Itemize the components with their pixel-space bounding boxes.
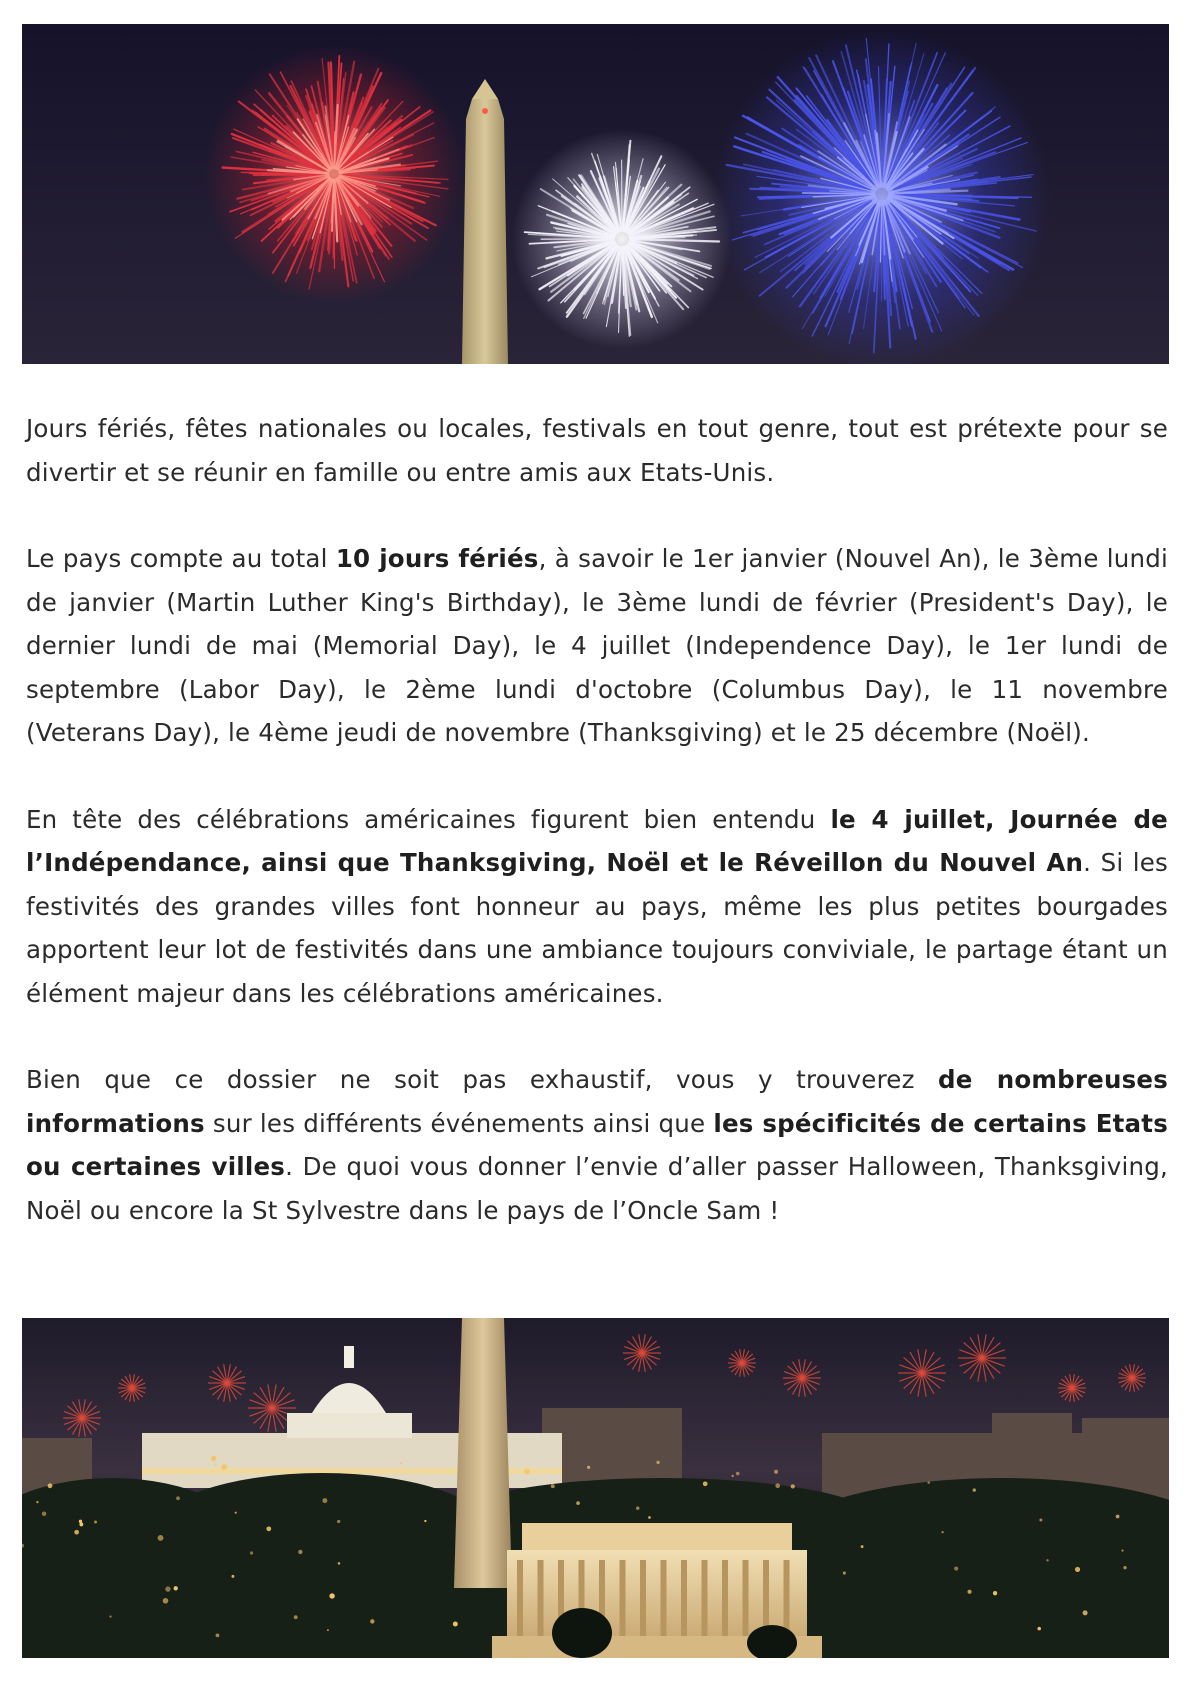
city-light [774, 1470, 778, 1474]
city-light [587, 1466, 590, 1469]
text-run: Bien que ce dossier ne soit pas exhaustif, vous y trouverez [26, 1065, 939, 1094]
city-light [843, 1572, 846, 1575]
paragraph-dossier [26, 1058, 1168, 1232]
paragraph-intro [26, 407, 1168, 494]
text-run: . Si les festivités des grandes villes font honneur au pays, même les plus petites bourgades apportent leur lot de festivités dans une ambiance toujours conviviale, le partage étant un élément majeur dans les célébrations américaines. [26, 848, 1168, 1008]
city-light [1123, 1566, 1126, 1569]
city-light [993, 1591, 997, 1595]
text-run: En tête des célébrations américaines figurent bien entendu [26, 804, 831, 834]
bold-text: le 4 juillet, Journée de l’Indépendance, ainsi que Thanksgiving, Noël et le Réveillon du Nouvel An [26, 804, 1168, 877]
city-light [216, 1634, 220, 1638]
city-light [370, 1619, 374, 1623]
city-light [109, 1615, 111, 1617]
bold-text: 10 jours fériés [335, 544, 539, 573]
city-light [973, 1488, 976, 1491]
city-light [656, 1461, 659, 1464]
city-light [298, 1550, 302, 1554]
city-light [174, 1586, 178, 1590]
city-light [1121, 1550, 1123, 1552]
city-light [165, 1586, 170, 1591]
memorial-column [517, 1560, 523, 1636]
bold-text: les spécificités de certains Etats ou certaines villes [26, 1108, 1168, 1181]
text-run: sur les différents événements ainsi que [204, 1108, 714, 1138]
intro-text [26, 407, 1168, 1232]
city-light [176, 1496, 180, 1500]
city-light [551, 1484, 555, 1488]
text-run: Jours fériés, fêtes nationales ou locales, festivals en tout genre, tout est prétexte pour se divertir et se réunir en famille ou entre amis aux Etats-Unis. [26, 414, 1168, 487]
city-light [524, 1469, 530, 1475]
city-light [703, 1481, 708, 1486]
memorial-column [620, 1560, 626, 1636]
city-light [250, 1551, 253, 1554]
city-light [338, 1562, 341, 1565]
city-light [1037, 1627, 1041, 1631]
city-light [94, 1521, 97, 1524]
city-light [453, 1622, 458, 1627]
city-light [266, 1526, 271, 1531]
memorial-column [763, 1560, 769, 1636]
city-light [1075, 1567, 1080, 1572]
city-light [294, 1615, 298, 1619]
memorial-column [784, 1560, 790, 1636]
city-light [1083, 1610, 1088, 1615]
memorial-column [661, 1560, 667, 1636]
city-light [791, 1484, 795, 1488]
city-light [775, 1483, 780, 1488]
firework-spark [262, 174, 324, 175]
memorial-column [681, 1560, 687, 1636]
city-light [211, 1456, 216, 1461]
city-light [648, 1516, 651, 1519]
city-light [221, 1464, 227, 1470]
text-run: , à savoir le 1er janvier (Nouvel An), le 3ème lundi de janvier (Martin Luther King's Birthday), le 3ème lundi de février (President's Day), le dernier lundi de mai (Memorial Day), le 4 juillet (Independence Day), le 1er lundi de septembre (Labor Day), le 2ème lundi d'octobre (Columbus Day), le 11 novembre (Veterans Day), le 4ème jeudi de novembre (Thanksgiving) et le 25 décembre (Noël). [26, 544, 1168, 747]
fireworks-illustration [22, 24, 1169, 364]
paragraph-jours-feries [26, 537, 1168, 755]
city-light [329, 1593, 334, 1598]
hero-image-fireworks [22, 24, 1169, 364]
city-light [927, 1481, 930, 1484]
city-light [576, 1501, 580, 1505]
city-light [1046, 1559, 1048, 1561]
paragraph-celebrations [26, 798, 1168, 1016]
city-light [79, 1520, 82, 1523]
city-light [636, 1507, 639, 1510]
city-light [954, 1566, 958, 1570]
city-light [1039, 1519, 1042, 1522]
city-light [36, 1501, 38, 1503]
city-light [235, 1512, 237, 1514]
city-light [42, 1512, 46, 1516]
city-light [214, 1464, 216, 1466]
text-run: . De quoi vous donner l’envie d’aller passer Halloween, Thanksgiving, Noël ou encore la St Sylvestre dans le pays de l’Oncle Sam ! [26, 1152, 1168, 1225]
city-light [337, 1520, 340, 1523]
washington-monument [462, 79, 508, 364]
washington-monument [454, 1318, 512, 1588]
city-light [158, 1535, 164, 1541]
city-light [322, 1498, 327, 1503]
washington-skyline-illustration [22, 1318, 1169, 1658]
city-light [74, 1530, 79, 1535]
city-light [327, 1629, 329, 1631]
city-light [1116, 1515, 1120, 1519]
city-light [941, 1531, 943, 1533]
city-light [736, 1472, 740, 1476]
memorial-column [743, 1560, 749, 1636]
text-run: Le pays compte au total [26, 544, 336, 573]
city-light [861, 1545, 864, 1548]
memorial-column [640, 1560, 646, 1636]
city-light [400, 1462, 402, 1464]
city-light [79, 1522, 83, 1526]
memorial-column [538, 1560, 544, 1636]
city-light [424, 1520, 426, 1522]
footer-image-washington-skyline [22, 1318, 1169, 1658]
city-light [732, 1475, 734, 1477]
city-light [231, 1575, 234, 1578]
city-light [967, 1590, 971, 1594]
bold-text: de nombreuses informations [26, 1065, 1169, 1138]
tree-silhouette [552, 1608, 612, 1658]
memorial-column [722, 1560, 728, 1636]
city-light [48, 1483, 53, 1488]
memorial-column [702, 1560, 708, 1636]
city-light [163, 1598, 169, 1604]
